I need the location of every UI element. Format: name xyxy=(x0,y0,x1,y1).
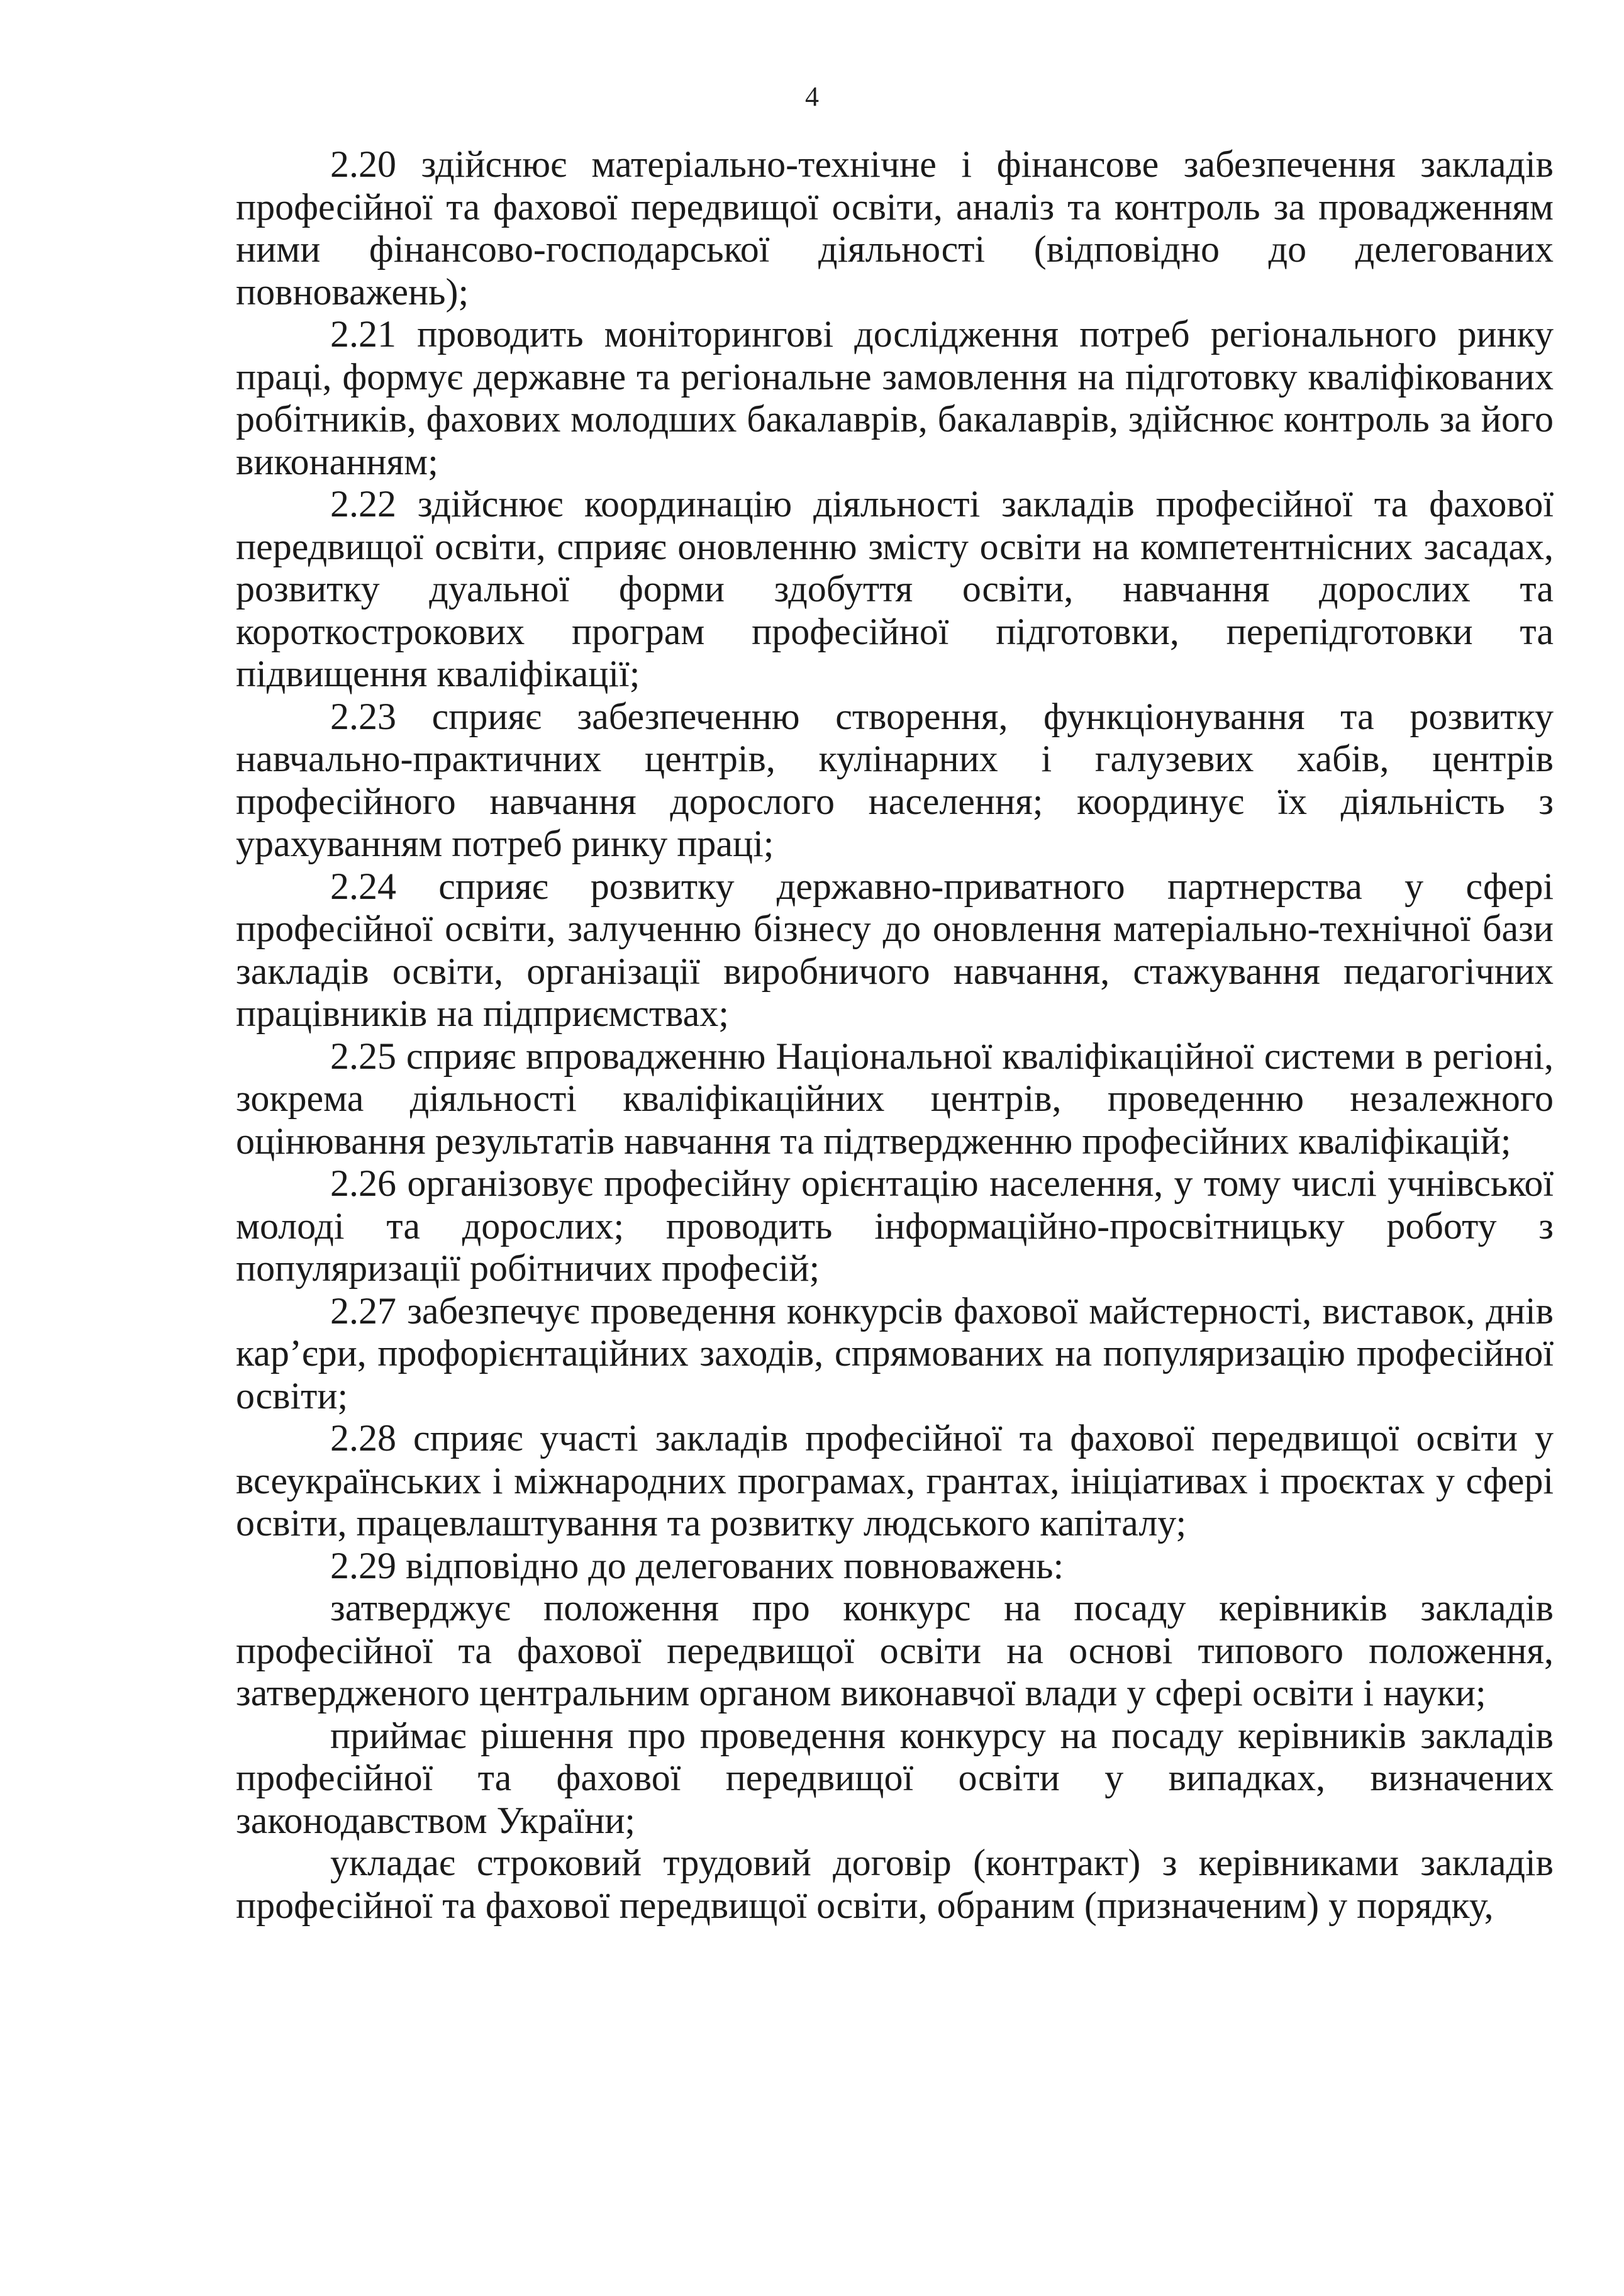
paragraph-2-23 xyxy=(236,696,1554,866)
clause-text: укладає строковий трудовий договір (контракт) з керівниками закладів професійної та фахової передвищої освіти, обраним (призначеним) у порядку, xyxy=(236,1842,1554,1926)
paragraph-2-21 xyxy=(236,313,1554,483)
clause-number: 2.26 xyxy=(330,1162,396,1204)
clause-number: 2.20 xyxy=(330,143,396,185)
clause-text: затверджує положення про конкурс на посаду керівників закладів професійної та фахової передвищої освіти на основі типового положення, затвердженого центральним органом виконавчої влади у сфері освіти і науки; xyxy=(236,1587,1554,1714)
clause-number: 2.29 xyxy=(330,1544,396,1586)
clause-number: 2.21 xyxy=(330,313,396,355)
paragraph-2-29 xyxy=(236,1545,1554,1588)
clause-text: організовує професійну орієнтацію населення, у тому числі учнівської молоді та дорослих; проводить інформаційно-просвітницьку роботу з популяризації робітничих професій; xyxy=(236,1162,1554,1289)
document-body xyxy=(236,143,1554,1927)
paragraph-2-27 xyxy=(236,1290,1554,1418)
clause-text: здійснює координацію діяльності закладів професійної та фахової передвищої освіти, сприяє оновленню змісту освіти на компетентнісних засадах, розвитку дуальної форми здобуття освіти, навчання дорослих та короткострокових програм професійної підготовки, перепідготовки та підвищення кваліфікації; xyxy=(236,483,1554,694)
clause-number: 2.25 xyxy=(330,1035,396,1077)
clause-text: сприяє розвитку державно-приватного партнерства у сфері професійної освіти, залученню бізнесу до оновлення матеріально-технічної бази закладів освіти, організації виробничого навчання, стажування педагогічних працівників на підприємствах; xyxy=(236,865,1554,1034)
paragraph-2-20 xyxy=(236,143,1554,313)
clause-text: приймає рішення про проведення конкурсу на посаду керівників закладів професійної та фахової передвищої освіти у випадках, визначених законодавством України; xyxy=(236,1714,1554,1841)
clause-text: сприяє впровадженню Національної кваліфікаційної системи в регіоні, зокрема діяльності кваліфікаційних центрів, проведенню незалежного оцінювання результатів навчання та підтвердженню професійних кваліфікацій; xyxy=(236,1035,1554,1162)
paragraph-2-28 xyxy=(236,1417,1554,1545)
sub-paragraph xyxy=(236,1715,1554,1842)
clause-number: 2.23 xyxy=(330,695,396,737)
clause-text: сприяє забезпеченню створення, функціонування та розвитку навчально-практичних центрів, кулінарних і галузевих хабів, центрів професійного навчання дорослого населення; координує їх діяльність з урахуванням потреб ринку праці; xyxy=(236,695,1554,864)
clause-number: 2.22 xyxy=(330,483,396,525)
clause-text: проводить моніторингові дослідження потреб регіонального ринку праці, формує державне та регіональне замовлення на підготовку кваліфікованих робітників, фахових молодших бакалаврів, бакалаврів, здійснює контроль за його виконанням; xyxy=(236,313,1554,482)
clause-number: 2.24 xyxy=(330,865,396,907)
paragraph-2-22 xyxy=(236,483,1554,696)
clause-text: сприяє участі закладів професійної та фахової передвищої освіти у всеукраїнських і міжнародних програмах, грантах, ініціативах і проєктах у сфері освіти, працевлаштування та розвитку людського капіталу; xyxy=(236,1417,1554,1544)
paragraph-2-25 xyxy=(236,1035,1554,1163)
clause-text: забезпечує проведення конкурсів фахової майстерності, виставок, днів кар’єри, профорієнтаційних заходів, спрямованих на популяризацію професійної освіти; xyxy=(236,1290,1554,1417)
clause-text: відповідно до делегованих повноважень: xyxy=(406,1544,1064,1586)
page-number: 4 xyxy=(805,81,819,112)
paragraph-2-26 xyxy=(236,1162,1554,1290)
clause-number: 2.27 xyxy=(330,1290,396,1332)
clause-text: здійснює матеріально-технічне і фінансове забезпечення закладів професійної та фахової передвищої освіти, аналіз та контроль за провадженням ними фінансово-господарської діяльності (відповідно до делегованих повноважень); xyxy=(236,143,1554,313)
sub-paragraph xyxy=(236,1587,1554,1715)
clause-number: 2.28 xyxy=(330,1417,396,1459)
sub-paragraph xyxy=(236,1842,1554,1927)
paragraph-2-24 xyxy=(236,866,1554,1035)
